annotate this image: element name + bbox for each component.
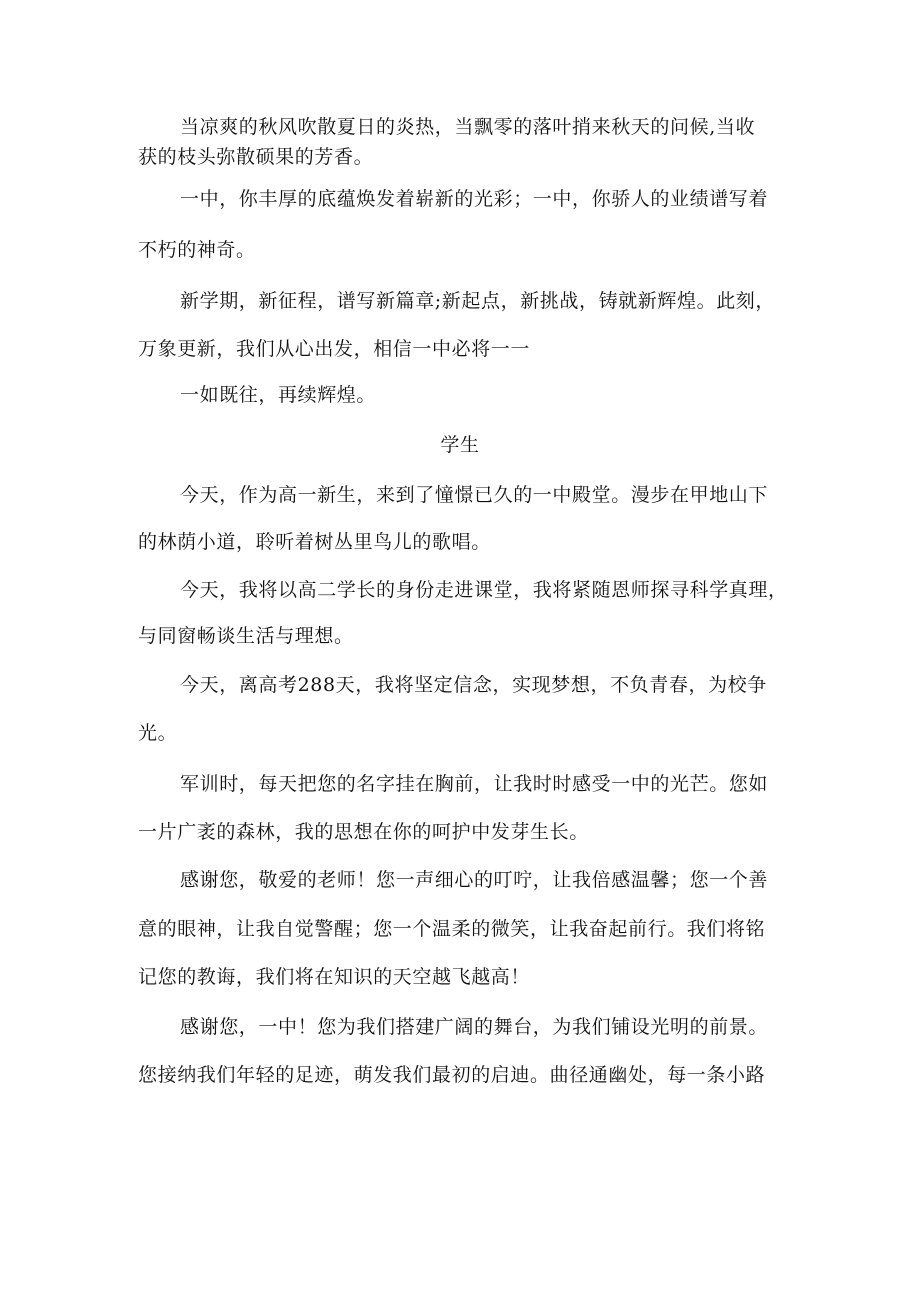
students-paragraph-4-line-2: 一片广袤的森林，我的思想在你的呵护中发芽生长。 <box>138 821 589 843</box>
intro-paragraph-2-line-2: 不朽的神奇。 <box>138 239 256 261</box>
students-paragraph-2-line-1: 今天，我将以高二学长的身份走进课堂，我将紧随恩师探寻科学真理， <box>180 579 788 601</box>
intro-paragraph-1-line-2: 获的枝头弥散硕果的芳香。 <box>138 146 374 168</box>
intro-paragraph-3-line-2: 万象更新，我们从心出发，相信一中必将一一 <box>138 338 531 360</box>
intro-paragraph-4-line-1: 一如既往，再续辉煌。 <box>180 384 377 406</box>
students-paragraph-3-line-2: 光。 <box>138 722 178 744</box>
students-paragraph-5-line-3: 记您的教诲，我们将在知识的天空越飞越高！ <box>138 966 531 988</box>
students-paragraph-6-line-2: 您接纳我们年轻的足迹，萌发我们最初的启迪。曲径通幽处，每一条小路 <box>138 1064 766 1086</box>
intro-paragraph-2-line-1: 一中，你丰厚的底蕴焕发着崭新的光彩；一中，你骄人的业绩谱写着 <box>180 188 769 210</box>
students-paragraph-3-line-1: 今天，离高考288天，我将坚定信念，实现梦想，不负青春，为校争 <box>180 674 767 696</box>
students-paragraph-5-line-2: 意的眼神，让我自觉警醒；您一个温柔的微笑，让我奋起前行。我们将铭 <box>138 918 766 940</box>
students-paragraph-1-line-1: 今天，作为高一新生，来到了憧憬已久的一中殿堂。漫步在甲地山下 <box>180 484 769 506</box>
intro-paragraph-3-line-1: 新学期，新征程，谱写新篇章;新起点，新挑战，铸就新辉煌。此刻， <box>180 290 776 312</box>
students-paragraph-4-line-1: 军训时，每天把您的名字挂在胸前，让我时时感受一中的光芒。您如 <box>180 773 769 795</box>
section-title: 学生 <box>440 434 480 456</box>
intro-paragraph-1-line-1: 当凉爽的秋风吹散夏日的炎热，当飘零的落叶捎来秋天的问候,当收 <box>180 116 756 138</box>
students-paragraph-1-line-2: 的林荫小道，聆听着树丛里鸟儿的歌唱。 <box>138 531 491 553</box>
students-paragraph-5-line-1: 感谢您，敬爱的老师！您一声细心的叮咛，让我倍感温馨；您一个善 <box>180 869 769 891</box>
students-paragraph-6-line-1: 感谢您，一中！您为我们搭建广阔的舞台，为我们铺设光明的前景。 <box>180 1016 769 1038</box>
students-paragraph-2-line-2: 与同窗畅谈生活与理想。 <box>138 625 354 647</box>
